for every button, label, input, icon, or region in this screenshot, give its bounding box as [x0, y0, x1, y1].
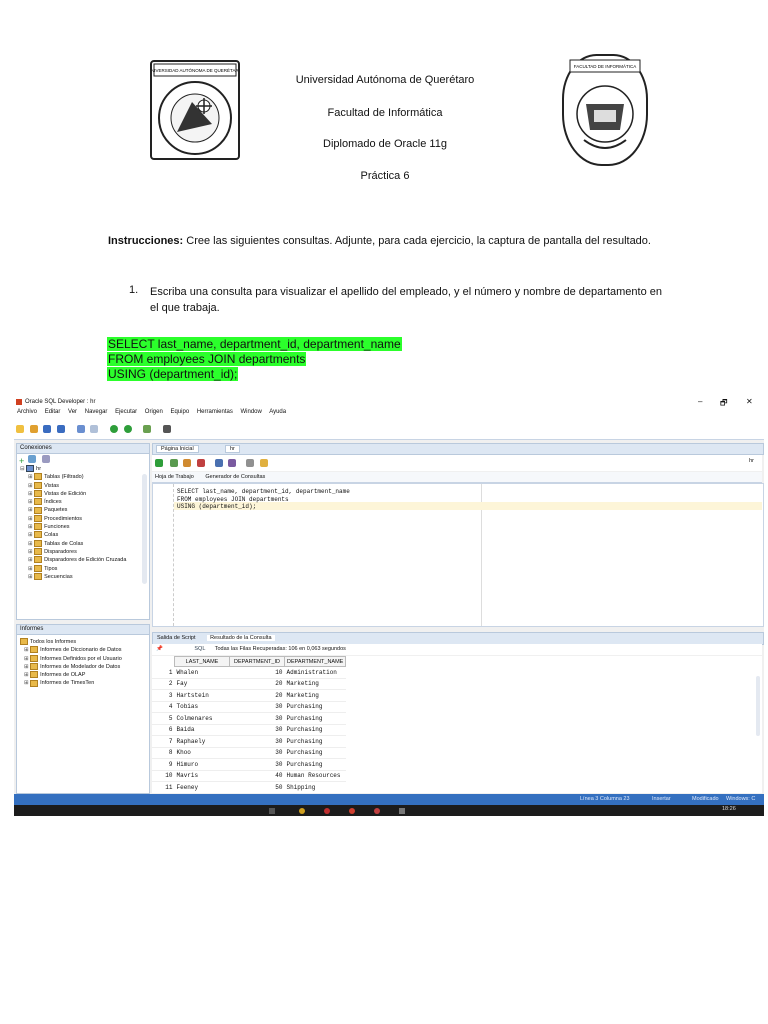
menu-ayuda[interactable]: Ayuda: [269, 409, 287, 415]
add-connection-icon[interactable]: +: [19, 456, 25, 466]
tree-item-edition-views[interactable]: ⊞ Vistas de Edición: [28, 490, 87, 497]
menu-archivo[interactable]: Archivo: [17, 409, 38, 415]
menu-navegar[interactable]: Navegar: [84, 409, 108, 415]
table-row[interactable]: 4 Tobias 30 Purchasing: [152, 701, 346, 713]
folder-icon: [34, 523, 42, 530]
commit-icon[interactable]: [183, 459, 191, 467]
connection-selector[interactable]: hr: [749, 458, 754, 464]
taskbar: [14, 805, 764, 816]
tree-item-crossedition-triggers[interactable]: ⊞ Disparadores de Edición Cruzada: [28, 557, 127, 564]
tab-hr[interactable]: hr: [225, 445, 240, 453]
rollback-icon[interactable]: [197, 459, 205, 467]
folder-icon: [20, 638, 28, 645]
university-seal: [150, 60, 240, 160]
folder-icon: [34, 540, 42, 547]
taskbar-app-icon[interactable]: [349, 808, 355, 814]
folder-icon: [30, 663, 38, 670]
undo-icon[interactable]: [77, 425, 85, 433]
seal-graphic: [152, 62, 238, 158]
tab-start-page[interactable]: Página Inicial: [156, 445, 199, 453]
exercise-text: Escriba una consulta para visualizar el apellido del empleado, y el número y nombre de departamento en el que trabaja.: [150, 286, 662, 314]
status-position: Línea 3 Columna 23: [580, 796, 630, 802]
menu-herramientas[interactable]: Herramientas: [196, 409, 233, 415]
sql-line-3: USING (department_id);: [108, 367, 238, 381]
column-header[interactable]: LAST_NAME: [175, 657, 230, 667]
taskbar-app-icon[interactable]: [374, 808, 380, 814]
table-row[interactable]: 1 Whalen 10 Administration: [152, 667, 346, 679]
folder-icon: [34, 531, 42, 538]
folder-icon: [30, 646, 38, 653]
title-bar: [14, 396, 764, 409]
faculty-seal-top-text: FACULTAD DE INFORMÁTICA: [573, 64, 637, 69]
tab-query-result[interactable]: Resultado de la Consulta: [207, 635, 274, 641]
university-name: Universidad Autónoma de Querétaro: [295, 74, 475, 86]
run-icon[interactable]: [155, 459, 163, 467]
table-row[interactable]: 8 Khoo 30 Purchasing: [152, 747, 346, 759]
sql-button[interactable]: SQL: [194, 646, 206, 652]
restore-button[interactable]: 🗗: [720, 398, 728, 407]
taskbar-app-icon[interactable]: [269, 808, 275, 814]
connections-tree: [17, 465, 149, 581]
folder-icon: [34, 565, 42, 572]
menu-equipo[interactable]: Equipo: [170, 409, 190, 415]
tree-item-views[interactable]: ⊞ Vistas: [28, 482, 60, 489]
open-icon[interactable]: [30, 425, 38, 433]
table-row[interactable]: 2 Fay 20 Marketing: [152, 678, 346, 690]
row-number-header: [152, 657, 175, 667]
table-row[interactable]: 11 Feeney 50 Shipping: [152, 782, 346, 794]
folder-icon: [34, 482, 42, 489]
folder-icon: [34, 573, 42, 580]
folder-icon: [34, 473, 42, 480]
table-row[interactable]: 7 Raphaely 30 Purchasing: [152, 736, 346, 748]
instructions-label: Instrucciones:: [108, 235, 184, 247]
faculty-name: Facultad de Informática: [327, 107, 443, 119]
folder-icon: [30, 655, 38, 662]
menu-editar[interactable]: Editar: [44, 409, 61, 415]
folder-icon: [34, 515, 42, 522]
folder-icon: [34, 490, 42, 497]
menu-bar: [14, 409, 764, 421]
report-all[interactable]: Todos los Informes: [20, 638, 149, 646]
instructions: [108, 233, 668, 249]
sql-developer-screenshot: [14, 396, 764, 816]
sql-code: [177, 488, 350, 511]
tree-item-types[interactable]: ⊞ Tipos: [28, 565, 58, 572]
instructions-text: Cree las siguientes consultas. Adjunte, para cada ejercicio, la captura de pantalla del resultado.: [186, 235, 651, 247]
folder-icon: [34, 498, 42, 505]
taskbar-app-icon[interactable]: [299, 808, 305, 814]
tree-item-indexes[interactable]: ⊞ Índices: [28, 499, 62, 506]
folder-icon: [34, 507, 42, 514]
window-title: Oracle SQL Developer : hr: [25, 399, 96, 405]
report-olap[interactable]: ⊞ Informes de OLAP: [24, 672, 86, 679]
connection-icon: [26, 465, 34, 472]
rows-fetched-info: Todas las Filas Recuperadas: 106 en 0,063 segundos: [214, 646, 346, 652]
tree-item-queue-tables[interactable]: ⊞ Tablas de Colas: [28, 540, 84, 547]
close-button[interactable]: ✕: [746, 397, 753, 406]
diploma-name: Diplomado de Oracle 11g: [323, 138, 447, 150]
save-icon[interactable]: [43, 425, 51, 433]
report-user-defined[interactable]: ⊞ Informes Definidos por el Usuario: [24, 655, 122, 662]
code-editor[interactable]: [152, 483, 764, 627]
filter-icon[interactable]: [42, 455, 50, 463]
refresh-icon[interactable]: [28, 455, 36, 463]
editor-gutter: [153, 484, 174, 626]
code-line-1: SELECT last_name, department_id, department_name: [177, 488, 350, 495]
app-icon: [16, 399, 22, 405]
tree-item-functions[interactable]: ⊞ Funciones: [28, 524, 70, 531]
menu-ver[interactable]: Ver: [68, 409, 78, 415]
table-row[interactable]: 6 Baida 30 Purchasing: [152, 724, 346, 736]
menu-ejecutar[interactable]: Ejecutar: [115, 409, 138, 415]
forward-icon[interactable]: [124, 425, 132, 433]
editor-toolbar: [152, 455, 762, 471]
taskbar-app-icon[interactable]: [324, 808, 330, 814]
tree-connection-hr[interactable]: ⊟ hr: [20, 466, 42, 472]
new-icon[interactable]: [16, 425, 24, 433]
connections-title: Conexiones: [17, 444, 149, 454]
tree-item-sequences[interactable]: ⊞ Secuencias: [28, 573, 73, 580]
worksheet-tab-strip: [152, 472, 762, 483]
table-row[interactable]: 9 Himuro 30 Purchasing: [152, 759, 346, 771]
editor-tab-strip: [152, 443, 764, 455]
taskbar-app-icon[interactable]: [399, 808, 405, 814]
autotrace-icon[interactable]: [228, 459, 236, 467]
status-line-endings: Windows: C: [726, 796, 756, 802]
code-line-3: USING (department_id);: [177, 503, 257, 510]
redo-icon[interactable]: [90, 425, 98, 433]
table-row[interactable]: 5 Colmenares 30 Purchasing: [152, 713, 346, 725]
tree-item-triggers[interactable]: ⊞ Disparadores: [28, 548, 77, 555]
report-data-modeler[interactable]: ⊞ Informes de Modelador de Datos: [24, 663, 121, 670]
connections-toolbar: [17, 454, 149, 465]
faculty-seal-graphic: [564, 56, 646, 164]
results-grid: [152, 656, 762, 793]
reports-tree: [17, 635, 149, 688]
seal-top-text: UNIVERSIDAD AUTÓNOMA DE QUERÉTARO: [152, 68, 238, 73]
tab-query-builder[interactable]: Generador de Consultas: [205, 474, 266, 480]
reports-panel: [16, 624, 150, 794]
menu-window[interactable]: Window: [240, 409, 262, 415]
tree-item-packages[interactable]: ⊞ Paquetes: [28, 507, 68, 514]
pin-icon[interactable]: 📌: [156, 646, 163, 652]
status-bar: [14, 794, 764, 805]
explain-plan-icon[interactable]: [215, 459, 223, 467]
table-row[interactable]: 10 Mavris 40 Human Resources: [152, 770, 346, 782]
results-table: [152, 656, 346, 793]
tree-item-queues[interactable]: ⊞ Colas: [28, 532, 59, 539]
folder-icon: [30, 671, 38, 678]
tab-worksheet[interactable]: Hoja de Trabajo: [155, 474, 194, 480]
faculty-seal: [562, 54, 648, 166]
reports-title: Informes: [17, 625, 149, 635]
menu-origen[interactable]: Origen: [144, 409, 163, 415]
report-timesten[interactable]: ⊞ Informes de TimesTen: [24, 680, 95, 687]
tree-item-tables[interactable]: ⊞ Tablas (Filtrado): [28, 474, 84, 481]
practice-title: Práctica 6: [360, 170, 410, 182]
connections-panel: [16, 443, 150, 620]
back-icon[interactable]: [110, 425, 118, 433]
minimize-button[interactable]: –: [698, 397, 703, 406]
folder-icon: [34, 556, 42, 563]
exercise-number: 1.: [129, 284, 139, 296]
results-toolbar: [152, 644, 762, 655]
code-line-2: FROM employees JOIN departments: [177, 495, 289, 503]
status-insert: Insertar: [652, 796, 671, 802]
main-toolbar: [14, 421, 764, 440]
format-icon[interactable]: [246, 459, 254, 467]
tree-item-procedures[interactable]: ⊞ Procedimientos: [28, 515, 83, 522]
results-scrollbar[interactable]: [756, 676, 760, 736]
sql-line-1: SELECT last_name, department_id, department_name: [108, 337, 401, 351]
save-all-icon[interactable]: [57, 425, 65, 433]
tree-scrollbar[interactable]: [142, 474, 147, 584]
report-dictionary[interactable]: ⊞ Informes de Diccionario de Datos: [24, 647, 122, 654]
column-header[interactable]: DEPARTMENT_ID: [230, 657, 285, 667]
sql-line-2: FROM employees JOIN departments: [108, 352, 306, 366]
folder-icon: [34, 548, 42, 555]
clear-icon[interactable]: [260, 459, 268, 467]
folder-icon: [30, 680, 38, 687]
column-header[interactable]: DEPARTMENT_NAME: [285, 657, 346, 667]
status-modified: Modificado: [692, 796, 719, 802]
tab-script-output[interactable]: Salida de Script: [157, 635, 196, 641]
run-script-icon[interactable]: [170, 459, 178, 467]
db-icon[interactable]: [143, 425, 151, 433]
monitor-icon[interactable]: [163, 425, 171, 433]
table-row[interactable]: 3 Hartstein 20 Marketing: [152, 690, 346, 702]
taskbar-clock: 18:26: [722, 806, 736, 812]
